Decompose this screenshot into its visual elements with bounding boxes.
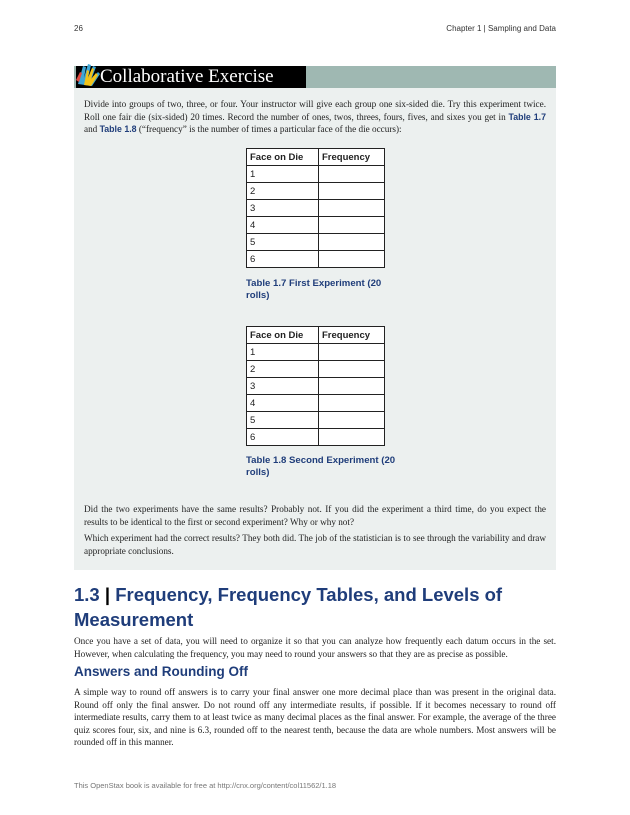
table-row	[247, 361, 385, 378]
table-row	[247, 412, 385, 429]
table-1-8-caption: Table 1.8 Second Experiment (20 rolls)	[246, 455, 396, 478]
frequency-cell	[319, 429, 385, 446]
header-frequency: Frequency	[319, 327, 385, 344]
table-row	[247, 166, 385, 183]
face-cell: 2	[247, 183, 319, 200]
table-row	[247, 217, 385, 234]
section-heading	[74, 582, 556, 632]
frequency-table-2	[246, 326, 385, 446]
table-row	[247, 200, 385, 217]
frequency-cell	[319, 200, 385, 217]
collab-paragraph-2: Which experiment had the correct results? They both did. The job of the statistician is to see through the variability and draw appropriate conclusions.	[84, 533, 546, 556]
frequency-cell	[319, 217, 385, 234]
face-cell: 4	[247, 217, 319, 234]
footer-text: This OpenStax book is available for free at http://cnx.org/content/col11562/1.18	[74, 781, 337, 790]
frequency-table-1	[246, 148, 385, 268]
intro-text-2: (“frequency” is the number of times a particular face of the die occurs):	[136, 124, 402, 134]
collab-title: Collaborative Exercise	[100, 66, 274, 87]
frequency-cell	[319, 378, 385, 395]
table-1-7-link[interactable]: Table 1.7	[508, 111, 546, 122]
page-number: 26	[74, 24, 83, 33]
face-cell: 3	[247, 200, 319, 217]
table-1-8-link[interactable]: Table 1.8	[99, 124, 137, 134]
collaborative-exercise-box	[74, 66, 556, 570]
table-row	[247, 183, 385, 200]
hands-icon	[74, 58, 106, 88]
intro-and: and	[84, 124, 100, 134]
face-cell: 5	[247, 234, 319, 251]
frequency-cell	[319, 183, 385, 200]
header-frequency: Frequency	[319, 149, 385, 166]
frequency-cell	[319, 412, 385, 429]
section-number: 1.3	[74, 584, 100, 605]
face-cell: 6	[247, 429, 319, 446]
header-face: Face on Die	[247, 327, 319, 344]
face-cell: 6	[247, 251, 319, 268]
table-row	[247, 395, 385, 412]
frequency-cell	[319, 251, 385, 268]
face-cell: 1	[247, 166, 319, 183]
table-row	[247, 429, 385, 446]
table-row	[247, 344, 385, 361]
table-header-row	[247, 327, 385, 344]
face-cell: 4	[247, 395, 319, 412]
face-cell: 1	[247, 344, 319, 361]
table-row	[247, 378, 385, 395]
table-row	[247, 234, 385, 251]
frequency-cell	[319, 166, 385, 183]
table-header-row	[247, 149, 385, 166]
section-intro: Once you have a set of data, you will need to organize it so that you can analyze how frequently each datum occurs in the set. However, when calculating the frequency, you may need to round your answers so that they are as precise as possible.	[74, 636, 556, 659]
face-cell: 5	[247, 412, 319, 429]
face-cell: 3	[247, 378, 319, 395]
frequency-cell	[319, 361, 385, 378]
section-title: Frequency, Frequency Tables, and Levels of Measurement	[74, 584, 503, 630]
collab-title-bar	[76, 66, 306, 88]
table-1-7-caption: Table 1.7 First Experiment (20 rolls)	[246, 278, 382, 301]
frequency-cell	[319, 234, 385, 251]
chapter-header: Chapter 1 | Sampling and Data	[446, 24, 556, 33]
header-face: Face on Die	[247, 149, 319, 166]
intro-text-1: Divide into groups of two, three, or four. Your instructor will give each group one six-sided die. Try this experiment twice. Roll one fair die (six-sided) 20 times. Record the number of ones, twos, threes, fours, fives, and sixes you get in	[84, 99, 546, 122]
frequency-cell	[319, 344, 385, 361]
collab-intro	[84, 98, 546, 136]
table-row	[247, 251, 385, 268]
collab-paragraph-1: Did the two experiments have the same results? Probably not. If you did the experiment a third time, do you expect the results to be identical to the first or second experiment? Why or why not?	[84, 504, 546, 527]
subsection-heading: Answers and Rounding Off	[74, 664, 248, 679]
face-cell: 2	[247, 361, 319, 378]
section-separator: |	[104, 584, 111, 605]
frequency-cell	[319, 395, 385, 412]
subsection-body: A simple way to round off answers is to carry your final answer one more decimal place than was present in the original data. Round off only the final answer. Do not round off any intermediate results, if possible. If it becomes necessary to round off intermediate results, carry them to at least twice as many decimal places as the final answer. For example, the average of the three quiz scores four, six, and nine is 6.3, rounded off to the nearest tenth, because the data are whole numbers. Most answers will be rounded off in this manner.	[74, 687, 556, 747]
